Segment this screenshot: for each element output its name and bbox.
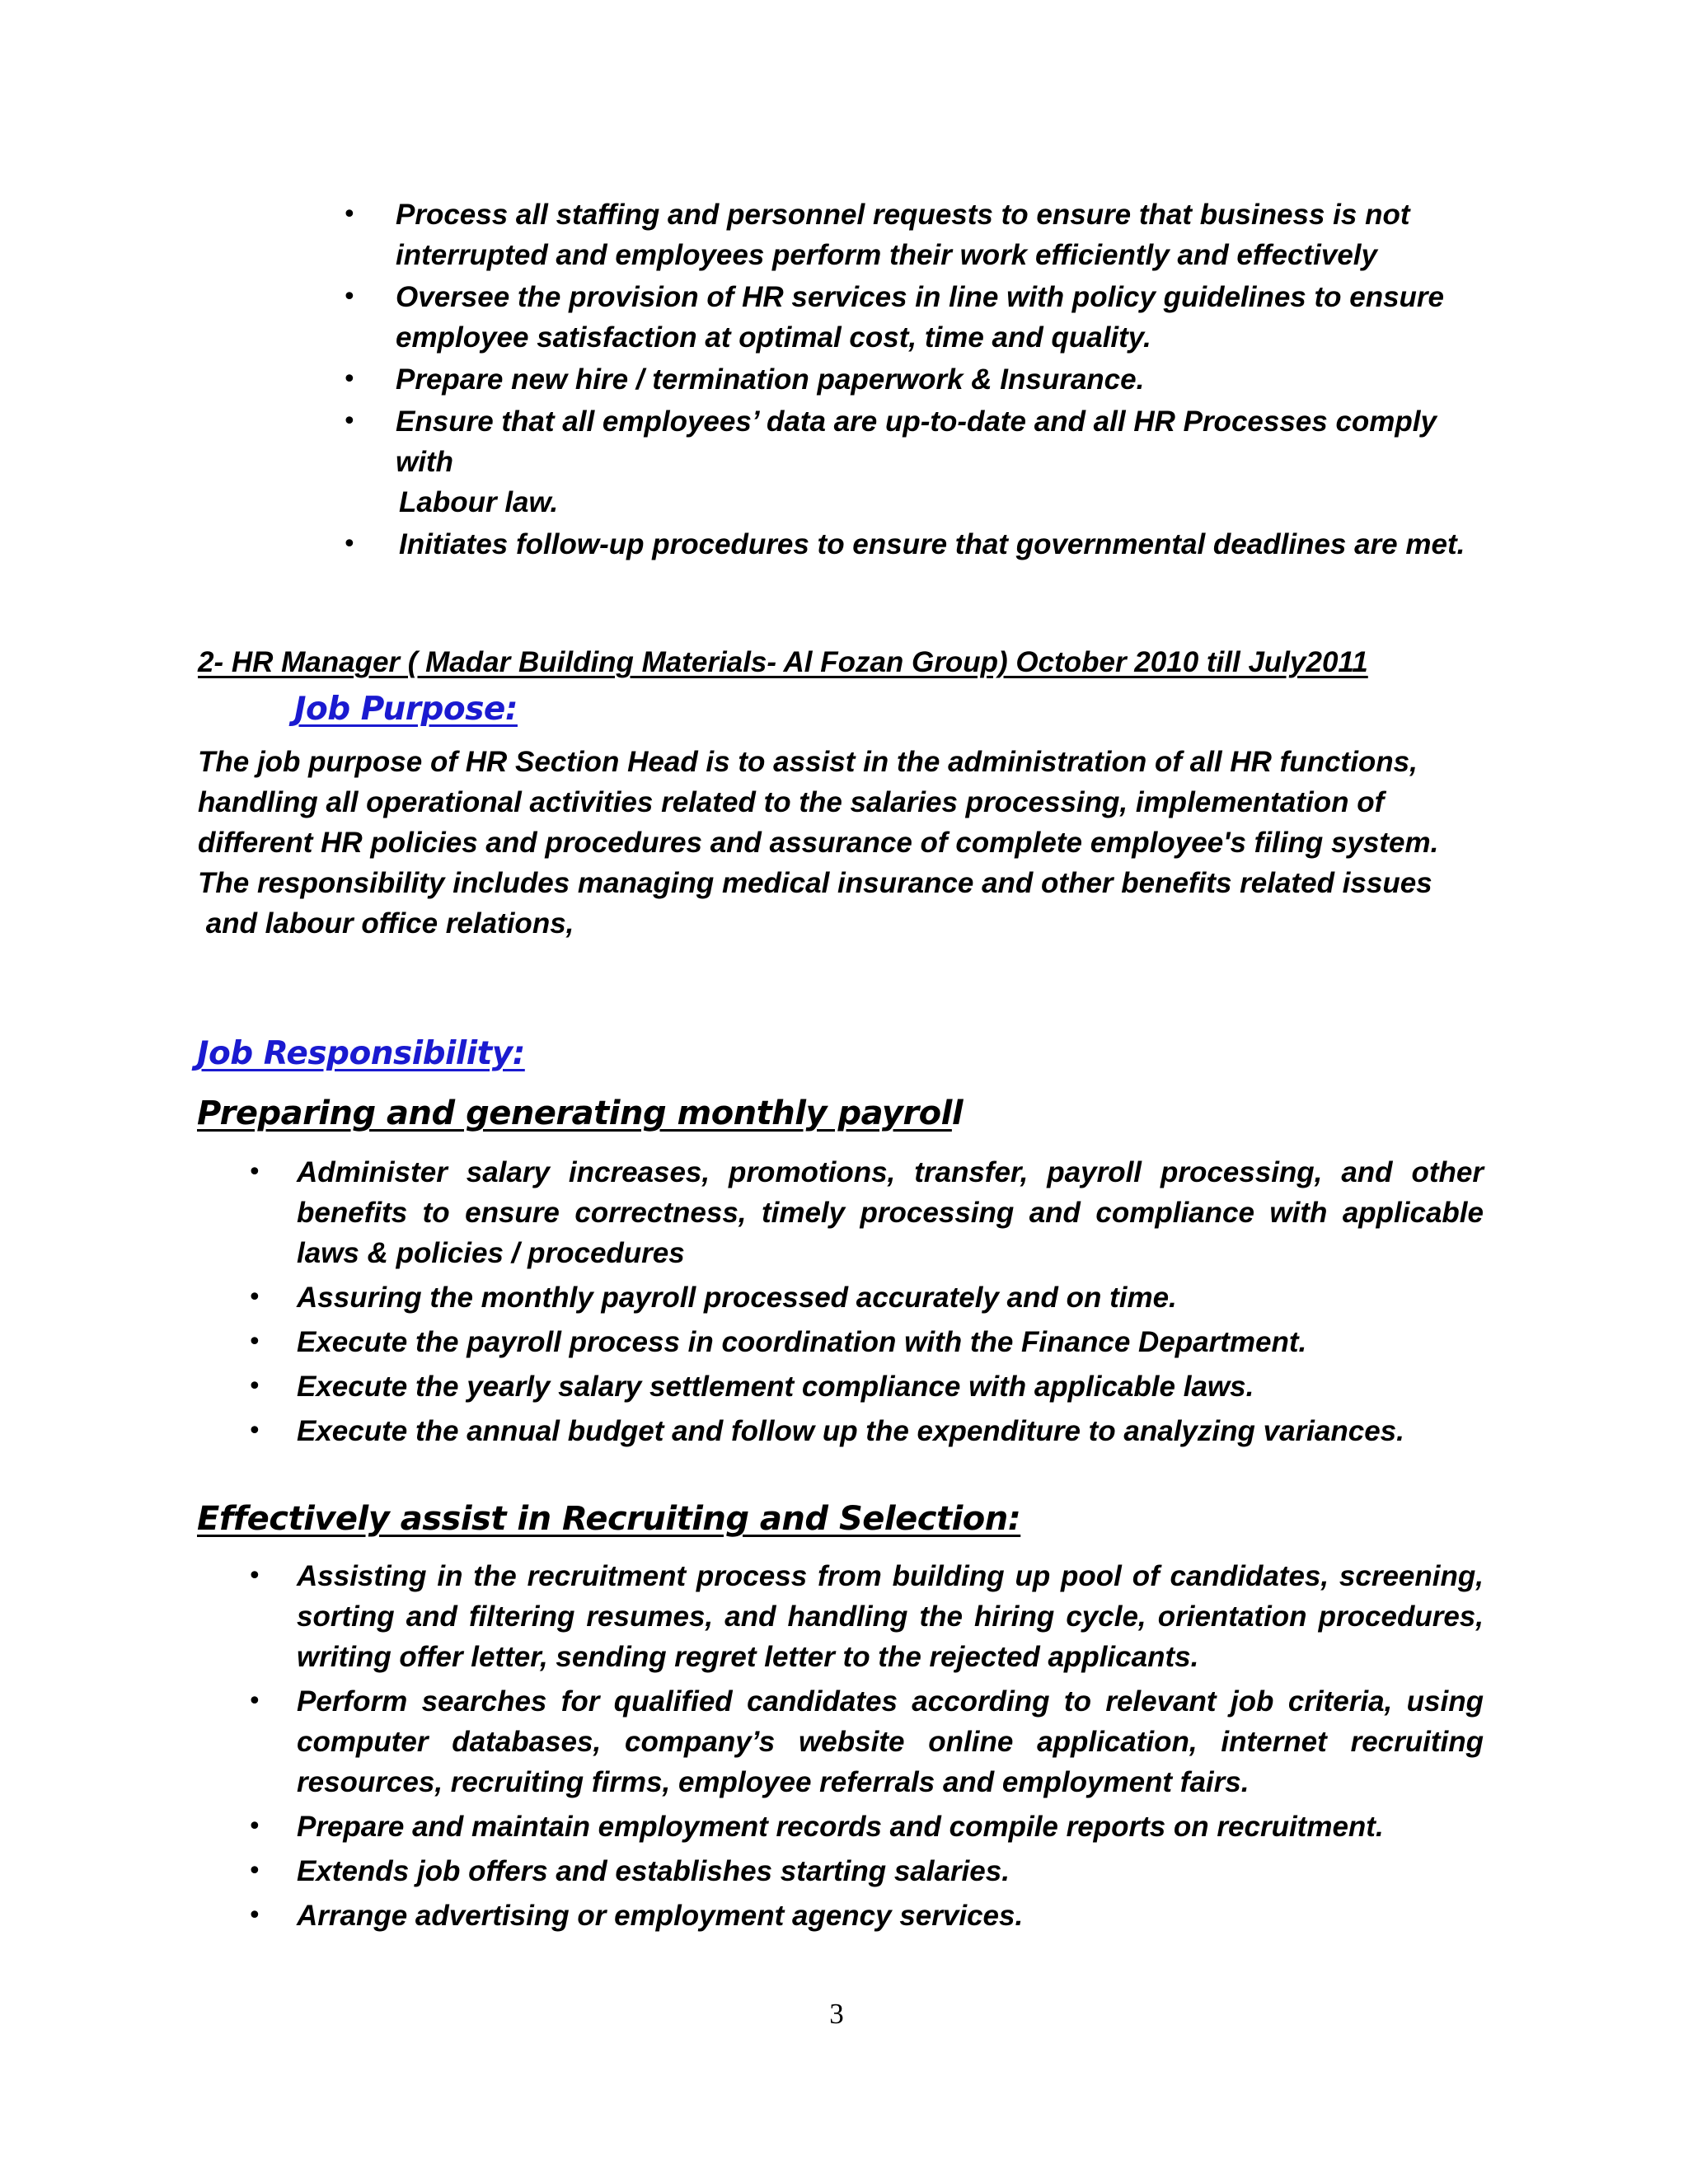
bullet-icon: • [342, 283, 357, 312]
bullet-icon: • [342, 200, 357, 229]
bullet-icon: • [247, 1857, 262, 1886]
list-item: • Execute the yearly salary settlement compliance with applicable laws. [247, 1366, 1484, 1407]
list-item: • Prepare new hire / termination paperwork & Insurance. [350, 359, 1484, 400]
payroll-heading-tail: l [951, 1094, 964, 1132]
bullet-icon: • [247, 1562, 262, 1591]
list-item: • Execute the annual budget and follow up the expenditure to analyzing variances. [247, 1411, 1484, 1451]
recruiting-list [247, 1556, 1484, 1936]
bullet-icon: • [247, 1328, 262, 1357]
page-number: 3 [829, 1998, 844, 2030]
bullet-icon: • [247, 1158, 262, 1187]
list-item-continuation: Labour law. [399, 486, 559, 518]
list-item: • Perform searches for qualified candidates according to relevant job criteria, using computer databases, company’s website online application, internet recruiting resources, recruiting firms, employee referrals and employment fairs. [247, 1681, 1484, 1802]
job-purpose-heading: Job Purpose: [294, 691, 518, 728]
payroll-list [247, 1152, 1484, 1451]
job-responsibility-heading: Job Responsibility: [197, 1035, 525, 1072]
job-title-heading: 2- HR Manager ( Madar Building Materials- Al Fozan Group) October 2010 till July2011 [198, 646, 1368, 678]
bullet-icon: • [247, 1283, 262, 1312]
job-purpose-text [198, 742, 1484, 944]
list-item: • Execute the payroll process in coordination with the Finance Department. [247, 1322, 1484, 1362]
list-item: • Extends job offers and establishes starting salaries. [247, 1851, 1484, 1891]
bullet-icon: • [247, 1812, 262, 1841]
list-item: • Oversee the provision of HR services in line with policy guidelines to ensure employee satisfaction at optimal cost, time and quality. [350, 277, 1484, 358]
list-item: • Arrange advertising or employment agency services. [247, 1896, 1484, 1936]
bullet-icon: • [247, 1687, 262, 1716]
list-item: • Prepare and maintain employment records and compile reports on recruitment. [247, 1807, 1484, 1847]
list-item: • Initiates follow-up procedures to ensure that governmental deadlines are met. [350, 524, 1484, 565]
payroll-heading [197, 1094, 963, 1132]
bullet-icon: • [342, 365, 357, 394]
list-item: • Administer salary increases, promotions, transfer, payroll processing, and other benefits to ensure correctness, timely processing and compliance with applicable laws & policies / procedures [247, 1152, 1484, 1273]
list-item: • Ensure that all employees’ data are up-to-date and all HR Processes comply with Labour law. [350, 401, 1484, 523]
bullet-icon: • [247, 1901, 262, 1930]
recruiting-heading: Effectively assist in Recruiting and Selection: [197, 1500, 1021, 1538]
bullet-icon: • [342, 530, 357, 559]
purpose-paragraph: The job purpose of HR Section Head is to assist in the administration of all HR functions, handling all operational activities related to the salaries processing, implementation of different HR policies and procedures and assurance of complete employee's filing system. The responsibility includes managing medical insurance and other benefits related issues [198, 746, 1439, 899]
list-item: • Process all staffing and personnel requests to ensure that business is not interrupted and employees perform their work efficiently and effectively [350, 194, 1484, 275]
payroll-heading-text: Preparing and generating monthly payrol [197, 1094, 952, 1132]
bullet-icon: • [247, 1417, 262, 1446]
duties-list [342, 194, 1484, 565]
list-item: • Assuring the monthly payroll processed accurately and on time. [247, 1277, 1484, 1318]
purpose-paragraph-end: and labour office relations, [198, 907, 574, 940]
bullet-icon: • [247, 1372, 262, 1401]
bullet-icon: • [342, 407, 357, 436]
list-item: • Assisting in the recruitment process from building up pool of candidates, screening, sorting and filtering resumes, and handling the hiring cycle, orientation procedures, writing offer letter, sending regret letter to the rejected applicants. [247, 1556, 1484, 1677]
